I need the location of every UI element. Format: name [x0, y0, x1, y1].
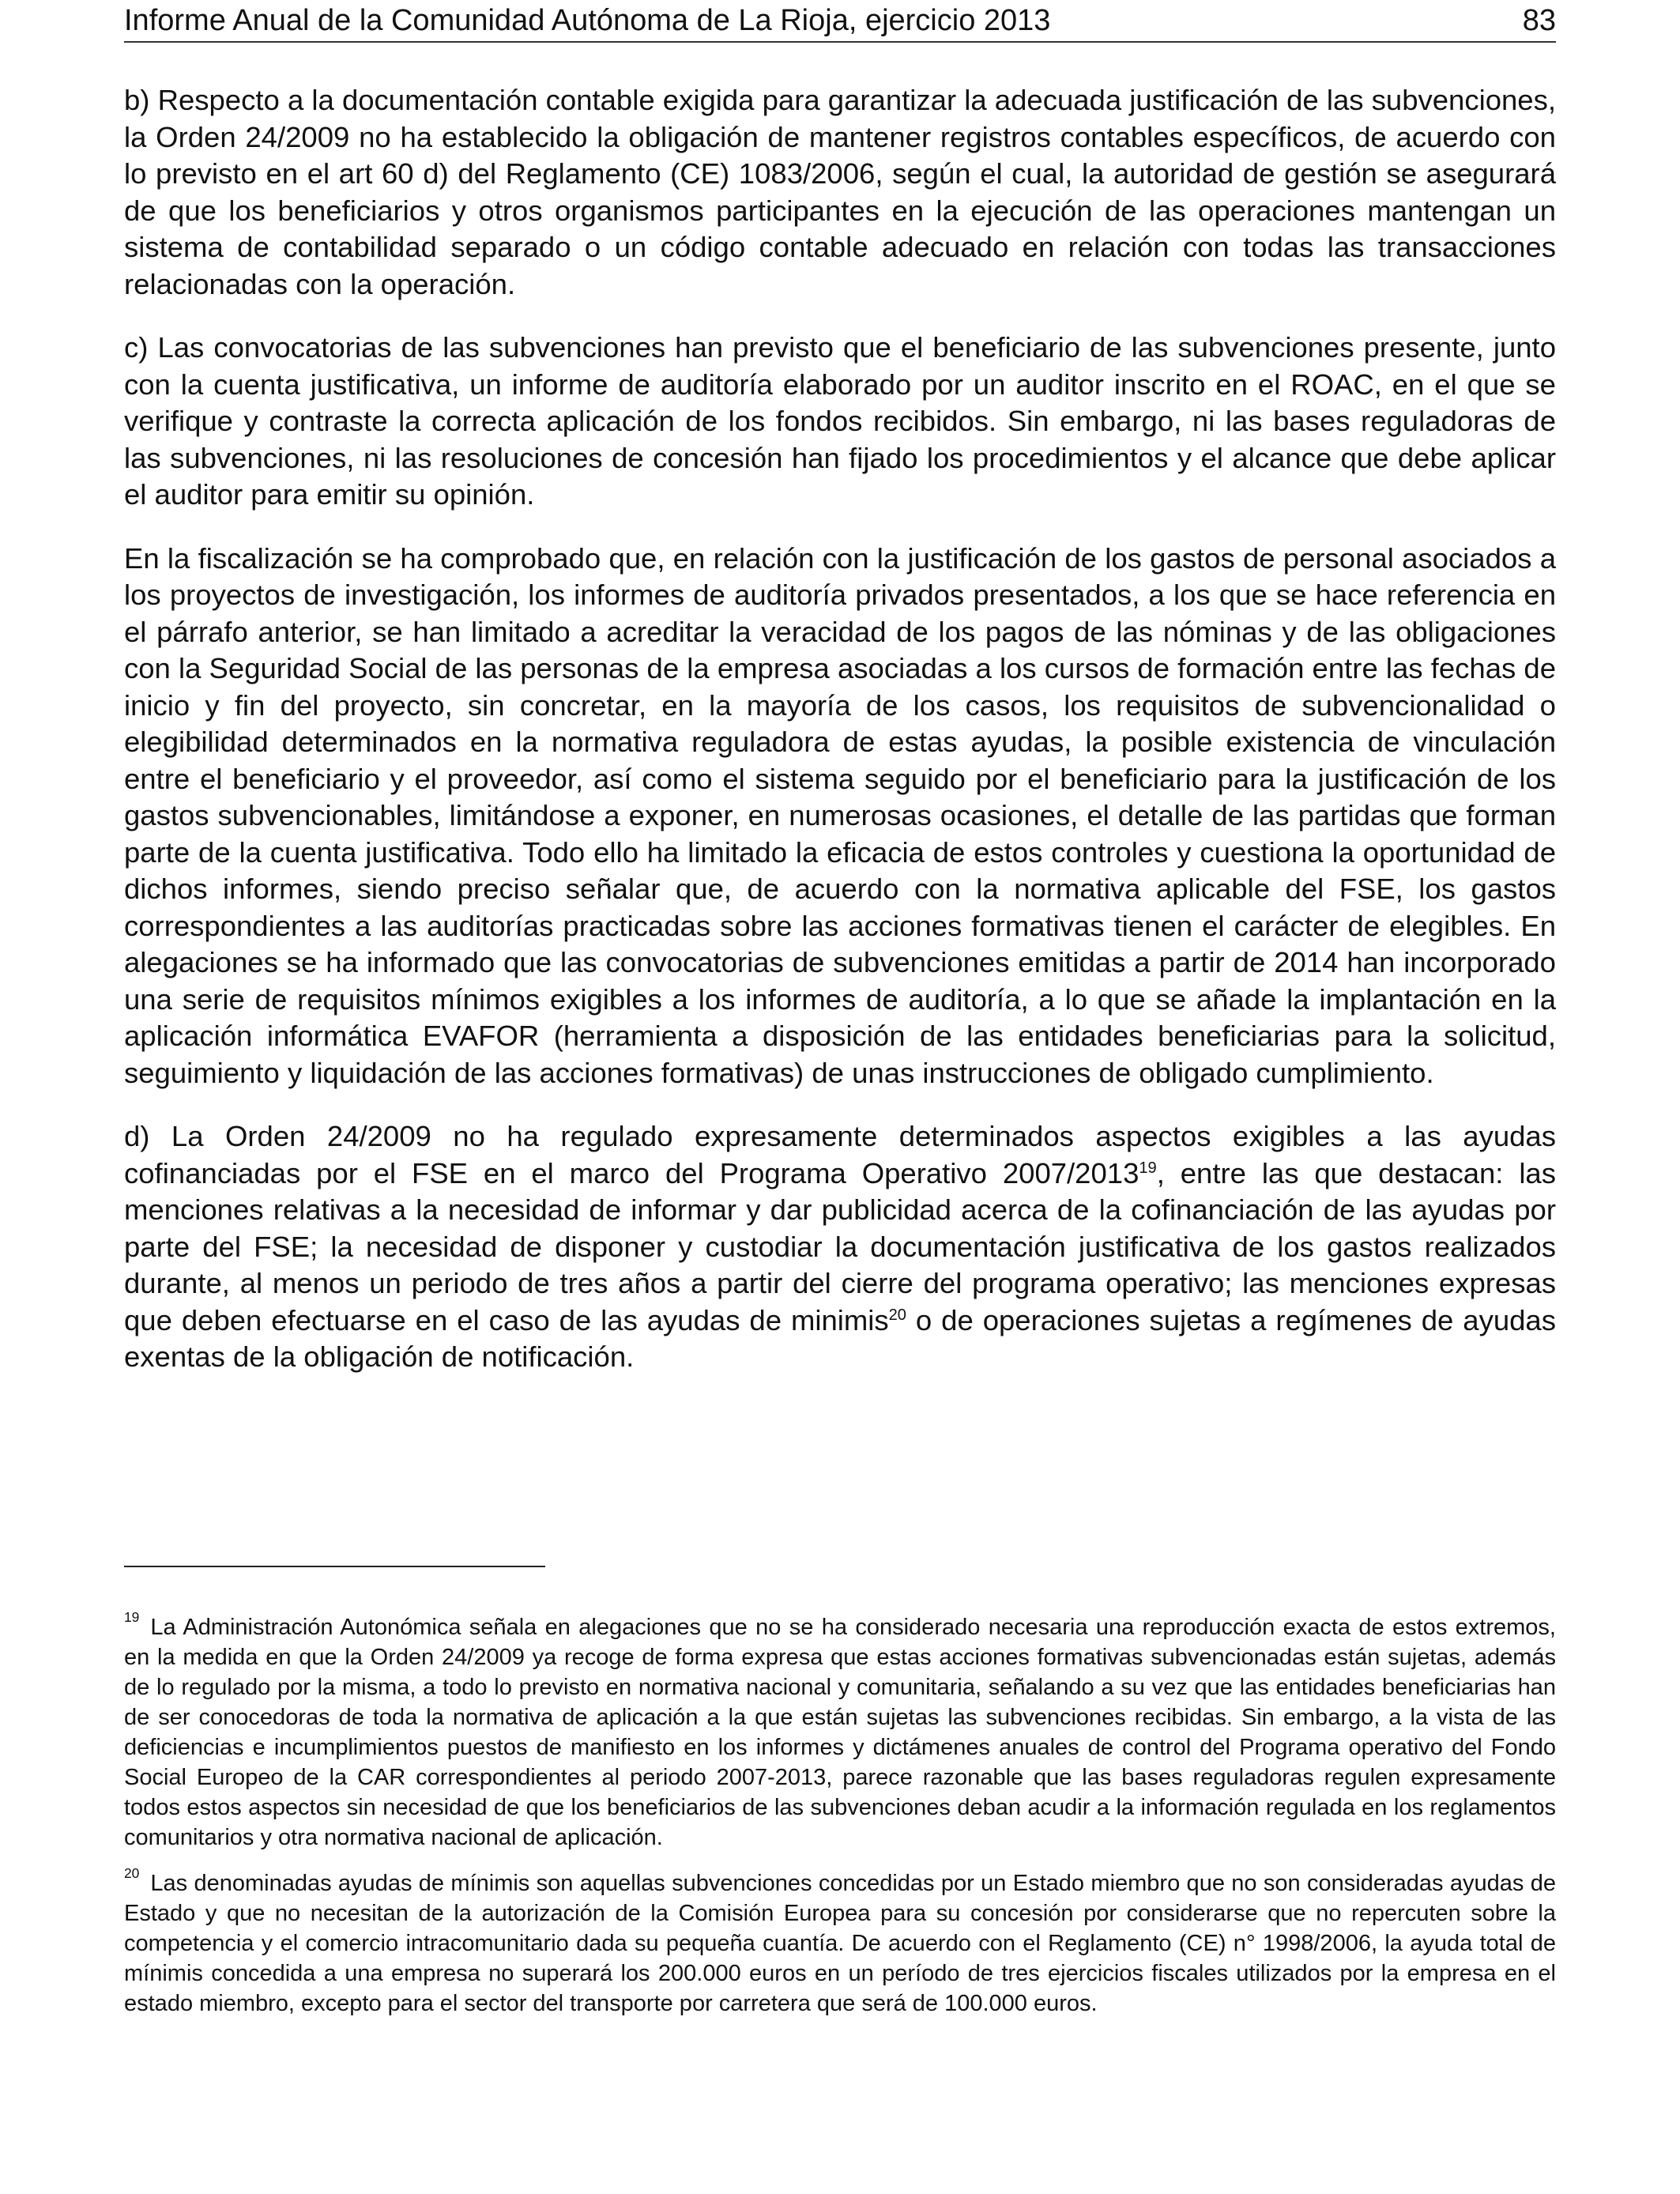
- footnote-ref-19[interactable]: 19: [1139, 1159, 1157, 1177]
- paragraph-b: b) Respecto a la documentación contable exigida para garantizar la adecuada justificación de las subvenciones, la Orden 24/2009 no ha establecido la obligación de mantener registros contables específicos, de acuerdo con lo previsto en el art 60 d) del Reglamento (CE) 1083/2006, según el cual, la autoridad de gestión se asegurará de que los beneficiarios y otros organismos participantes en la ejecución de las operaciones mantengan un sistema de contabilidad separado o un código contable adecuado en relación con todas las transacciones relacionadas con la operación.: [124, 84, 1556, 300]
- report-title: Informe Anual de la Comunidad Autónoma de La Rioja, ejercicio 2013: [124, 4, 1051, 37]
- page-header: [124, 0, 1556, 43]
- paragraph-fiscalizacion: En la fiscalización se ha comprobado que, en relación con la justificación de los gastos de personal asociados a los proyectos de investigación, los informes de auditoría privados presentados, a los que se hace referencia en el párrafo anterior, se han limitado a acreditar la veracidad de los pagos de las nóminas y de las obligaciones con la Seguridad Social de las personas de la empresa asociadas a los cursos de formación entre las fechas de inicio y fin del proyecto, sin concretar, en la mayoría de los casos, los requisitos de subvencionalidad o elegibilidad determinados en la normativa reguladora de estas ayudas, la posible existencia de vinculación entre el beneficiario y el proveedor, así como el sistema seguido por el beneficiario para la justificación de los gastos subvencionables, limitándose a exponer, en numerosas ocasiones, el detalle de las partidas que forman parte de la cuenta justificativa. Todo ello ha limitado la eficacia de estos controles y cuestiona la oportunidad de dichos informes, siendo preciso señalar que, de acuerdo con la normativa aplicable del FSE, los gastos correspondientes a las auditorías practicadas sobre las acciones formativas tienen el carácter de elegibles. En alegaciones se ha informado que las convocatorias de subvenciones emitidas a partir de 2014 han incorporado una serie de requisitos mínimos exigibles a los informes de auditoría, a lo que se añade la implantación en la aplicación informática EVAFOR (herramienta a disposición de las entidades beneficiarias para la solicitud, seguimiento y liquidación de las acciones formativas) de unas instrucciones de obligado cumplimiento.: [124, 541, 1556, 1089]
- paragraph-d-text-2: , entre las que destacan: las menciones relativas a la necesidad de informar y dar publicidad acerca de la cofinanciación de las ayudas por parte del FSE; la necesidad de disponer y custodiar la documentación justificativa de los gastos realizados durante, al menos un periodo de tres años a partir del cierre del programa operativo; las menciones expresas que deben efectuarse en el caso de las ayudas de minimis: [124, 1156, 1556, 1336]
- page-number: 83: [1522, 4, 1556, 37]
- paragraph-d-text-1: d) La Orden 24/2009 no ha regulado expresamente determinados aspectos exigibles a las ayudas cofinanciadas por el FSE en el marco del Programa Operativo 2007/2013: [124, 1120, 1556, 1189]
- footnote-20: [124, 1865, 1556, 2019]
- paragraph-d-text-3: o de operaciones sujetas a regímenes de ayudas exentas de la obligación de notificación.: [124, 1303, 1556, 1373]
- footnote-number: 20: [124, 1865, 140, 1882]
- footnote-separator: [124, 1566, 545, 1567]
- footnote-ref-20[interactable]: 20: [888, 1306, 906, 1324]
- footnote-number: 19: [124, 1609, 140, 1626]
- paragraph-d: [124, 1118, 1556, 1376]
- footnote-19: [124, 1609, 1556, 1853]
- main-text: [124, 82, 1556, 1403]
- footnote-text: Las denominadas ayudas de mínimis son aquellas subvenciones concedidas por un Estado miembro que no son consideradas ayudas de Estado y que no necesitan de la autorización de la Comisión Europea para su concesión por considerarse que no repercuten sobre la competencia y el comercio intracomunitario dada su pequeña cuantía. De acuerdo con el Reglamento (CE) n° 1998/2006, la ayuda total de mínimis concedida a una empresa no superará los 200.000 euros en un período de tres ejercicios fiscales utilizados por la empresa en el estado miembro, excepto para el sector del transporte por carretera que será de 100.000 euros.: [124, 1871, 1556, 2016]
- footnote-text: La Administración Autonómica señala en alegaciones que no se ha considerado necesaria una reproducción exacta de estos extremos, en la medida en que la Orden 24/2009 ya recoge de forma expresa que estas acciones formativas subvencionadas están sujetas, además de lo regulado por la misma, a todo lo previsto en normativa nacional y comunitaria, señalando a su vez que las entidades beneficiarias han de ser conocedoras de toda la normativa de aplicación a la que están sujetas las subvenciones recibidas. Sin embargo, a la vista de las deficiencias e incumplimientos puestos de manifiesto en los informes y dictámenes anuales de control del Programa operativo del Fondo Social Europeo de la CAR correspondientes al periodo 2007-2013, parece razonable que las bases reguladoras regulen expresamente todos estos aspectos sin necesidad de que los beneficiarios de las subvenciones deban acudir a la información regulada en los reglamentos comunitarios y otra normativa nacional de aplicación.: [124, 1615, 1556, 1850]
- footnotes: [124, 1609, 1556, 2034]
- paragraph-c: c) Las convocatorias de las subvenciones han previsto que el beneficiario de las subvenciones presente, junto con la cuenta justificativa, un informe de auditoría elaborado por un auditor inscrito en el ROAC, en el que se verifique y contraste la correcta aplicación de los fondos recibidos. Sin embargo, ni las bases reguladoras de las subvenciones, ni las resoluciones de concesión han fijado los procedimientos y el alcance que debe aplicar el auditor para emitir su opinión.: [124, 331, 1556, 511]
